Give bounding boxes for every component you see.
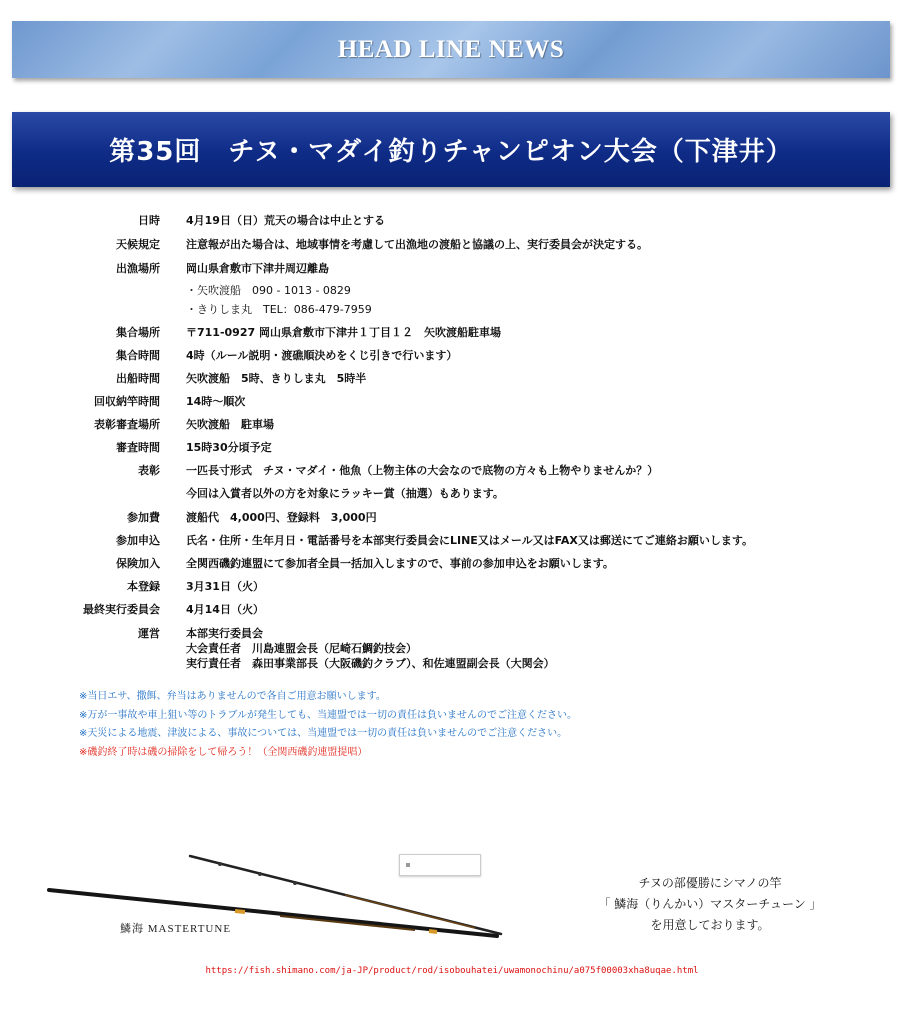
location-label: 出漁場所: [116, 262, 160, 275]
title-bar: [12, 112, 890, 187]
final-committee-value: 4月14日（火）: [186, 603, 264, 616]
card-dot: [406, 863, 410, 867]
insurance-label: 保険加入: [116, 557, 160, 570]
note-disaster: ※天災による地震、津波による、事故については、当連盟では一切の責任は負いませんのでご注意ください。: [79, 728, 568, 739]
operation-line3: 実行責任者 森田事業部長（大阪磯釣クラブ）、和佐連盟副会長（大関会）: [186, 657, 555, 670]
rod-brand-logo: 鱗海 MASTERTUNE: [120, 923, 232, 935]
notes: [79, 688, 577, 762]
apply-label: 参加申込: [116, 534, 160, 547]
departure-label: 出船時間: [116, 372, 160, 385]
product-url-link[interactable]: https://fish.shimano.com/ja-JP/product/rod/isobouhatei/uwamonochinu/a075f00003xha8uqae.html: [205, 966, 699, 976]
operation-line1: 本部実行委員会: [186, 627, 263, 640]
operation-line2: 大会責任者 川島連盟会長（尼崎石鯛釣技会）: [186, 642, 417, 655]
note-trouble: ※万が一事故や車上狙い等のトラブルが発生しても、当連盟では一切の責任は負いませんのでご注意ください。: [79, 709, 577, 721]
headline-banner: [12, 21, 890, 78]
promo-line-1: チヌの部優勝にシマノの竿: [638, 876, 782, 890]
fee-value: 渡船代 4,000円、登録料 3,000円: [186, 511, 377, 524]
date-value: 4月19日（日）荒天の場合は中止とする: [186, 214, 385, 227]
promo-text: [560, 873, 860, 936]
collection-label: 回収納竿時間: [94, 395, 160, 408]
departure-value: 矢吹渡船 5時、きりしま丸 5時半: [186, 372, 367, 385]
fee-label: 参加費: [127, 511, 160, 524]
event-title: 第35回 チヌ・マダイ釣りチャンピオン大会（下津井）: [109, 137, 793, 167]
registration-label: 本登録: [127, 580, 160, 593]
meeting-time-value: 4時（ルール説明・渡礁順決めをくじ引きで行います）: [186, 349, 458, 362]
judging-value: 15時30分頃予定: [186, 441, 272, 454]
registration-value: 3月31日（火）: [186, 580, 264, 593]
insurance-value: 全関西磯釣連盟にて参加者全員一括加入しますので、事前の参加申込をお願いします。: [186, 557, 614, 570]
banner-text: HEAD LINE NEWS: [337, 35, 565, 63]
award-place-value: 矢吹渡船 駐車場: [186, 418, 274, 431]
weather-value: 注意報が出た場合は、地域事情を考慮して出漁地の渡船と協議の上、実行委員会が決定する。: [186, 238, 648, 251]
boat-kirishima: ・きりしま丸 TEL：086-479-7959: [186, 303, 372, 316]
judging-label: 審査時間: [116, 441, 160, 454]
collection-value: 14時～順次: [186, 395, 246, 408]
operation-label: 運営: [138, 627, 160, 640]
weather-label: 天候規定: [116, 238, 160, 251]
final-committee-label: 最終実行委員会: [83, 603, 160, 616]
note-cleanup: ※磯釣終了時は磯の掃除をして帰ろう！（全関西磯釣連盟提唱）: [79, 746, 368, 758]
product-card-thumbnail: [399, 854, 481, 876]
date-label: 日時: [138, 214, 160, 227]
boat-yabuki: ・矢吹渡船 090 - 1013 - 0829: [186, 284, 351, 297]
lucky-prize-note: 今回は入賞者以外の方を対象にラッキー賞（抽選）もあります。: [186, 487, 504, 500]
award-value: 一匹長寸形式 チヌ・マダイ・他魚（上物主体の大会なので底物の方々も上物やりませんか？）: [186, 464, 659, 477]
meeting-time-label: 集合時間: [116, 349, 160, 362]
apply-value: 氏名・住所・生年月日・電話番号を本部実行委員会にLINE又はメール又はFAX又は郵送にてご連絡お願いします。: [186, 534, 753, 547]
award-label: 表彰: [138, 464, 160, 477]
promo-line-3: を用意しております。: [650, 918, 770, 932]
promo-line-2: 「 鱗海（りんかい）マスターチューン 」: [598, 897, 822, 911]
location-value: 岡山県倉敷市下津井周辺離島: [186, 262, 329, 275]
meeting-place-label: 集合場所: [116, 326, 160, 339]
meeting-place-value: 〒711-0927 岡山県倉敷市下津井１丁目１２ 矢吹渡船駐車場: [186, 326, 501, 339]
note-bait: ※当日エサ、撒餌、弁当はありませんので各自ご用意お願いします。: [79, 691, 386, 702]
award-place-label: 表彰審査場所: [94, 418, 160, 431]
